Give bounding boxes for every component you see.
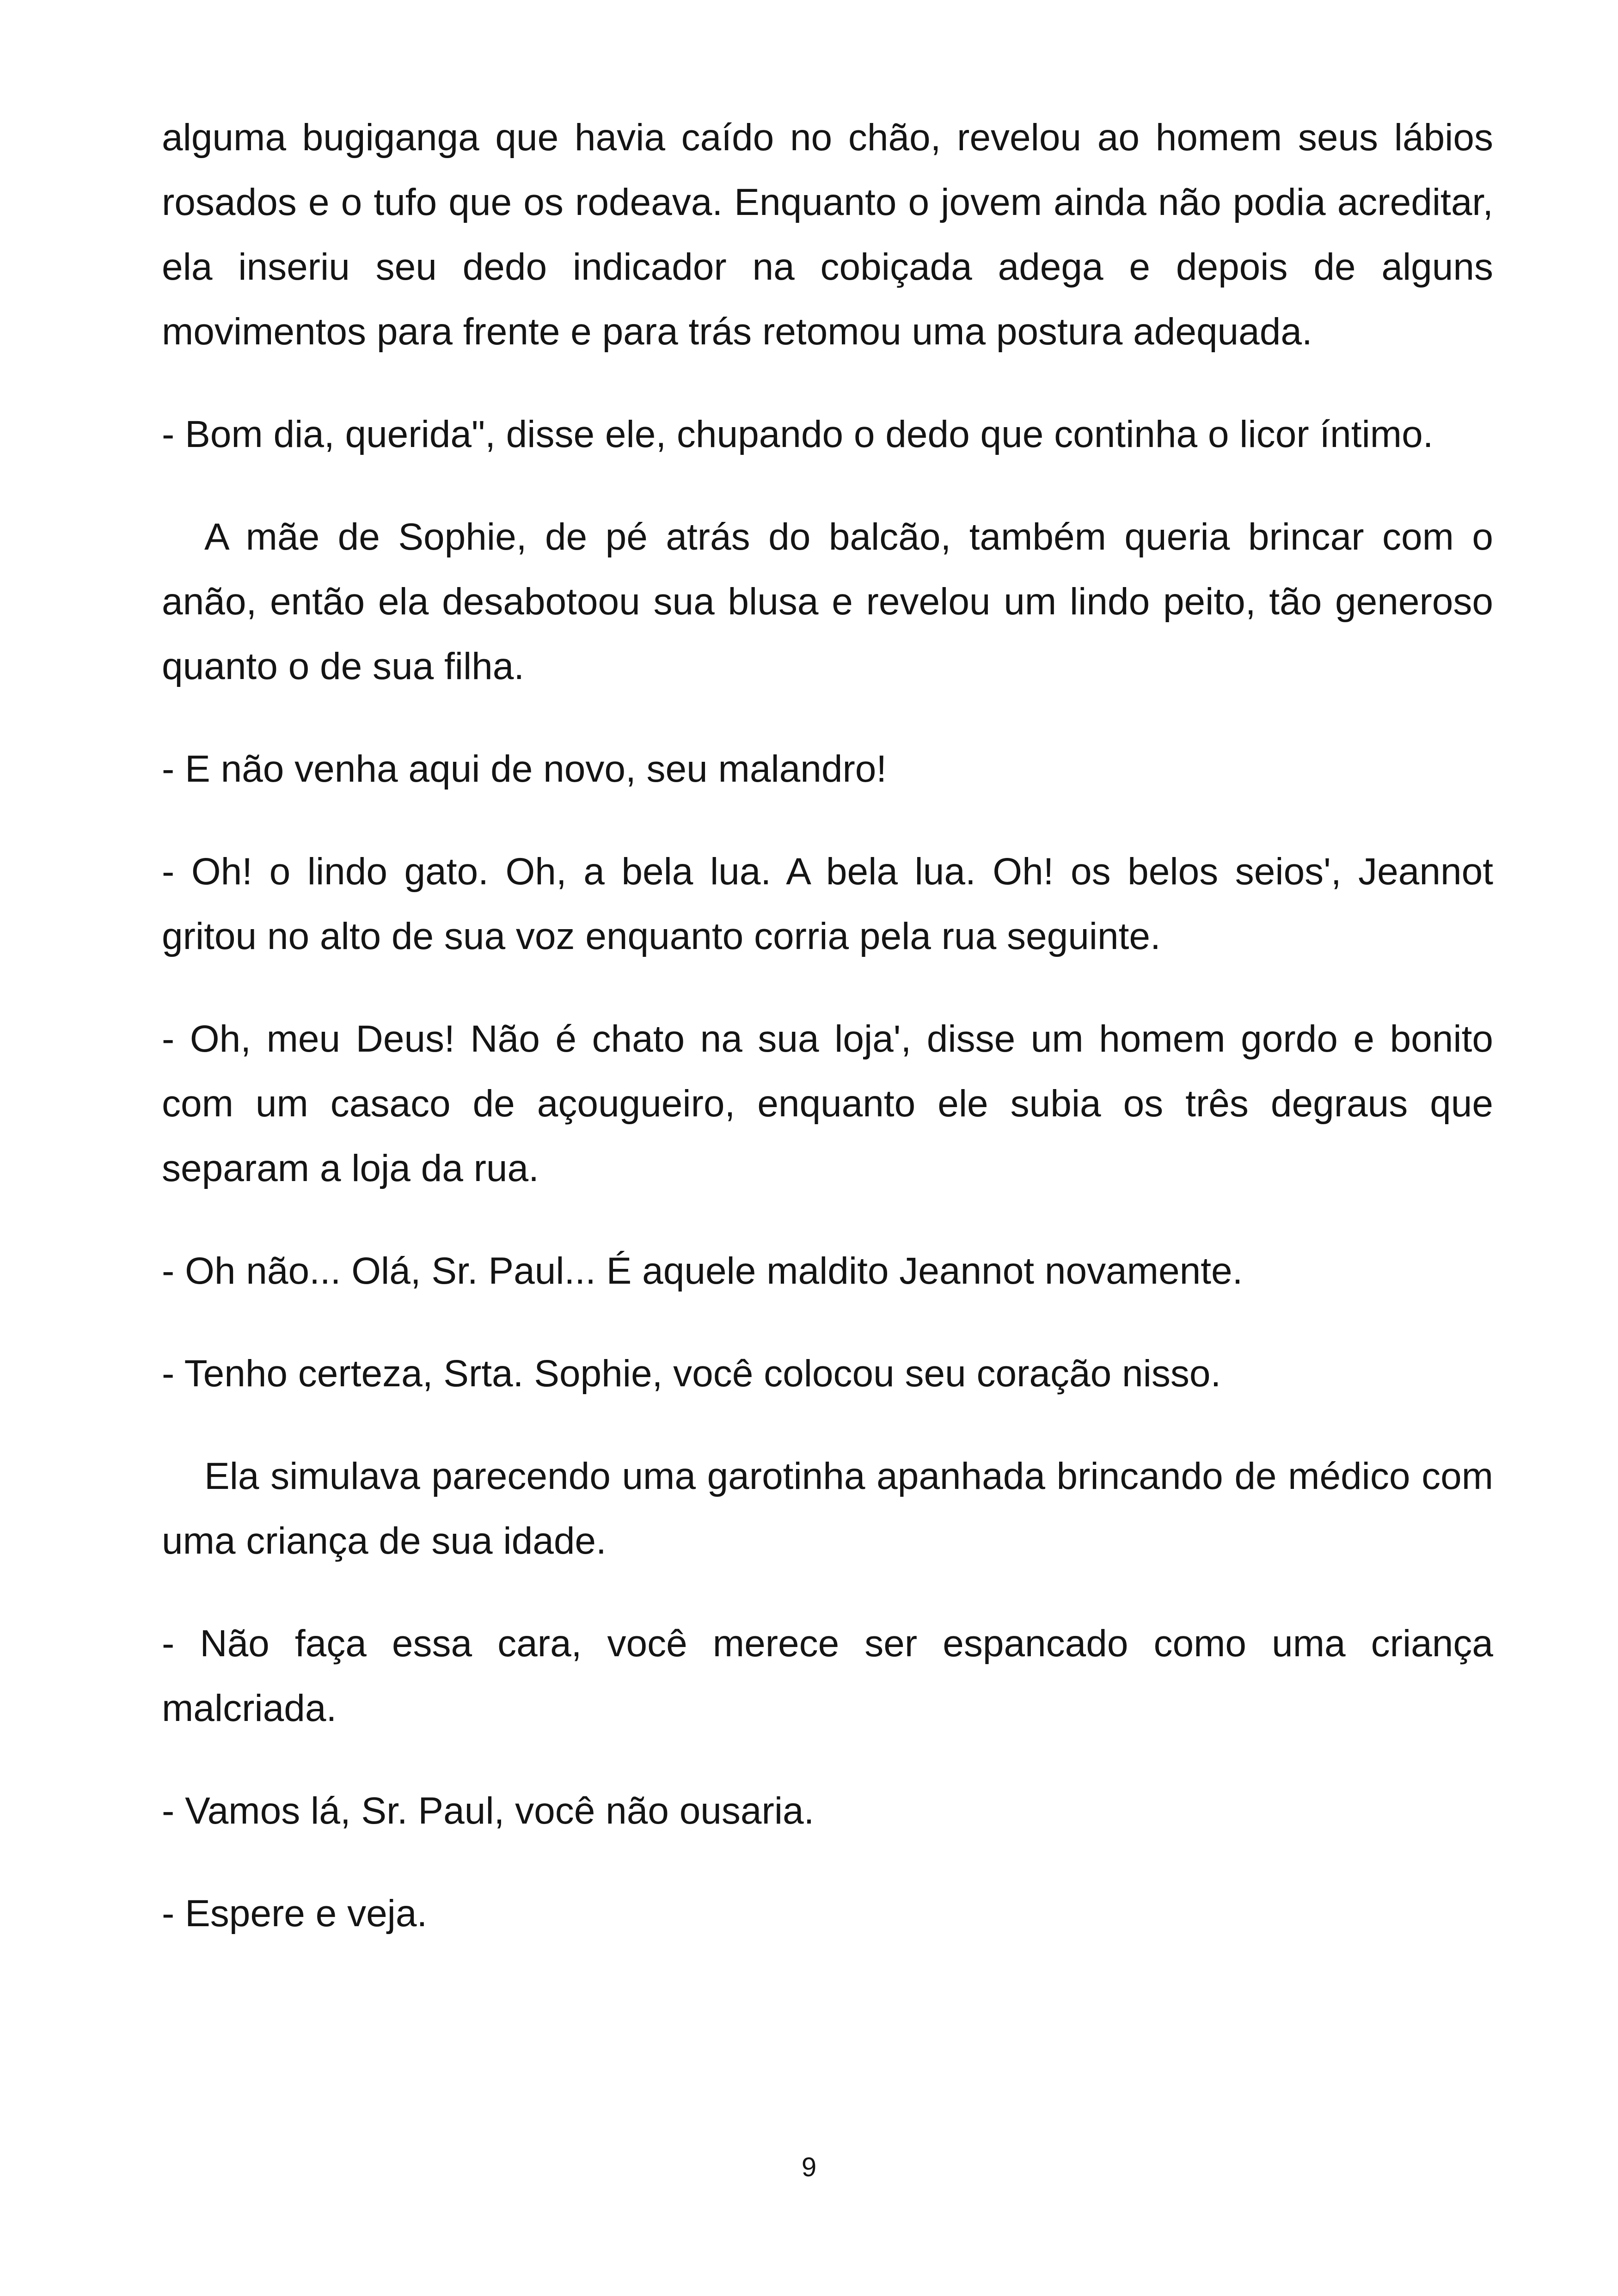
paragraph: - Tenho certeza, Srta. Sophie, você colocou seu coração nisso. (162, 1353, 1221, 1395)
page-number: 9 (801, 2152, 817, 2182)
paragraph: - Oh, meu Deus! Não é chato na sua loja', disse um homem gordo e bonito com um casaco de açougueiro, enquanto ele subia os três degraus que separam a loja da rua. (162, 1018, 1493, 1189)
paragraph: - Oh não... Olá, Sr. Paul... É aquele maldito Jeannot novamente. (162, 1250, 1243, 1292)
paragraph: - Não faça essa cara, você merece ser espancado como uma criança malcriada. (162, 1623, 1493, 1729)
paragraph: A mãe de Sophie, de pé atrás do balcão, também queria brincar com o anão, então ela desabotoou sua blusa e revelou um lindo peito, tão generoso quanto o de sua filha. (162, 516, 1493, 687)
body-text (162, 105, 1493, 1984)
paragraph: - E não venha aqui de novo, seu malandro! (162, 748, 887, 790)
paragraph: - Bom dia, querida", disse ele, chupando o dedo que continha o licor íntimo. (162, 413, 1434, 455)
paragraph: - Vamos lá, Sr. Paul, você não ousaria. (162, 1790, 815, 1832)
paragraph: alguma bugiganga que havia caído no chão, revelou ao homem seus lábios rosados e o tufo que os rodeava. Enquanto o jovem ainda não podia acreditar, ela inseriu seu dedo indicador na cobiçada adega e depois de alguns movimentos para frente e para trás retomou uma postura adequada. (162, 116, 1493, 353)
paragraph: - Espere e veja. (162, 1892, 428, 1935)
paragraph: Ela simulava parecendo uma garotinha apanhada brincando de médico com uma criança de sua idade. (162, 1455, 1493, 1562)
paragraph: - Oh! o lindo gato. Oh, a bela lua. A bela lua. Oh! os belos seios', Jeannot gritou no alto de sua voz enquanto corria pela rua seguinte. (162, 851, 1493, 957)
